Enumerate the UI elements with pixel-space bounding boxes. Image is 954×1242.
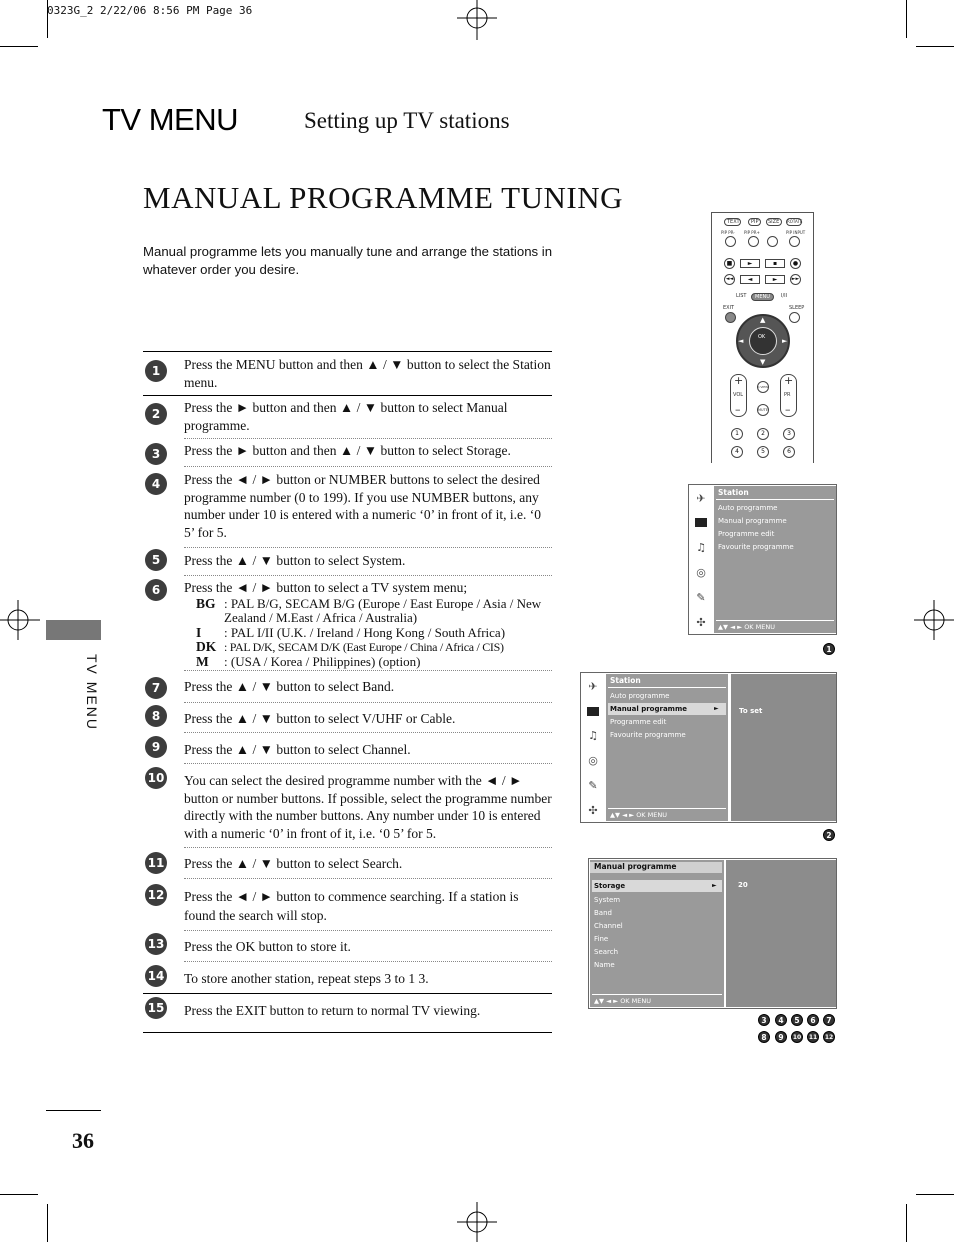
- divider: [184, 847, 552, 848]
- step-text: Press the ► button and then ▲ / ▼ button to select Storage.: [184, 443, 511, 458]
- crop-mark: [47, 1204, 48, 1242]
- station-icon: ✈: [696, 491, 706, 505]
- crop-mark: [916, 46, 954, 47]
- tv-system-row: [196, 626, 552, 641]
- tv-system-key: DK: [196, 639, 217, 654]
- picture-icon: [587, 707, 599, 716]
- page-title: MANUAL PROGRAMME TUNING: [143, 180, 623, 215]
- step-badge: 11: [807, 1031, 819, 1043]
- remote-label: MUTE: [758, 408, 768, 412]
- step-number: 14: [145, 965, 167, 987]
- remote-label: PIP PR-: [721, 230, 735, 235]
- step-text: Press the MENU button and then ▲ / ▼ button to select the Station menu.: [184, 357, 551, 390]
- osd-selected-item: Manual programme: [610, 705, 688, 713]
- page-number: 36: [72, 1128, 94, 1153]
- exit-button: [725, 312, 736, 323]
- step-text: Press the EXIT button to return to normal TV viewing.: [184, 1003, 481, 1018]
- step-number: 7: [145, 677, 167, 699]
- remote-label: I/II: [781, 293, 788, 299]
- divider: [184, 547, 552, 548]
- osd-header: Station: [610, 676, 641, 685]
- pip-input-button: [789, 236, 800, 247]
- step-badge: 8: [758, 1031, 770, 1043]
- step-number: 12: [145, 884, 167, 906]
- divider: [184, 575, 552, 576]
- swap-button: [767, 236, 778, 247]
- divider: [143, 351, 552, 352]
- crop-mark: [916, 1194, 954, 1195]
- remote-label: SIZE: [768, 219, 780, 225]
- step-text: Press the ◄ / ► button or NUMBER buttons to select the desired programme number (0 to 199). If you use NUMBER buttons, any number under 10 is entered with a numeric ‘0’ in front of it, i.e. ‘0 5’ for 5.: [184, 472, 542, 540]
- tv-menu-title: TV MENU: [102, 102, 238, 137]
- intro-text: Manual programme lets you manually tune and arrange the stations in whatever order you desire.: [143, 244, 553, 277]
- number-6-button: 6: [783, 446, 795, 458]
- divider: [184, 961, 552, 962]
- osd-menu-item: Auto programme: [610, 692, 670, 700]
- number-1-button: 1: [731, 428, 743, 440]
- number-5-button: 5: [757, 446, 769, 458]
- pip-pr-minus-button: [725, 236, 736, 247]
- divider: [184, 732, 552, 733]
- number-2-button: 2: [757, 428, 769, 440]
- remote-label: SLEEP: [789, 305, 805, 311]
- sound-icon: ♫: [696, 540, 706, 554]
- step-number: 3: [145, 443, 167, 465]
- osd-divider: [716, 620, 834, 621]
- right-arrow-icon: ►: [782, 337, 788, 345]
- tv-system-row: [196, 655, 552, 670]
- screen-badge: 1: [823, 643, 835, 655]
- remote-label: VOL: [733, 392, 744, 398]
- osd-submenu-panel: [731, 674, 836, 821]
- osd-menu-item: System: [594, 896, 621, 904]
- step-number: 9: [145, 736, 167, 758]
- step-number: 13: [145, 933, 167, 955]
- back-icon: ◄: [740, 275, 760, 284]
- divider: [184, 670, 552, 671]
- stop-icon: ■: [724, 258, 735, 269]
- step-badge: 4: [775, 1014, 787, 1026]
- osd-menu-item: Auto programme: [718, 504, 778, 512]
- time-icon: ◎: [696, 565, 706, 579]
- osd-footer: ▲▼ ◄ ► OK MENU: [594, 997, 651, 1005]
- remote-label: TEXT: [727, 219, 740, 225]
- forward-icon: ►: [765, 275, 785, 284]
- remote-label: OK: [758, 334, 766, 340]
- step-text: Press the ▲ / ▼ button to select System.: [184, 553, 406, 568]
- osd-selected-item: Storage: [594, 882, 626, 890]
- osd-header: Station: [718, 488, 749, 497]
- divider: [184, 930, 552, 931]
- side-tab: [46, 620, 101, 640]
- osd-menu-panel: [606, 674, 728, 821]
- number-3-button: 3: [783, 428, 795, 440]
- osd-menu-item: Search: [594, 948, 619, 956]
- step-number: 1: [145, 360, 167, 382]
- osd-menu-item: Name: [594, 961, 615, 969]
- up-arrow-icon: ▲: [760, 316, 766, 324]
- divider: [184, 702, 552, 703]
- right-arrow-icon: ►: [712, 882, 717, 889]
- down-arrow-icon: ▼: [760, 358, 766, 366]
- special-icon: ✎: [588, 778, 598, 792]
- osd-divider: [608, 808, 726, 809]
- step-badge: 6: [807, 1014, 819, 1026]
- remote-label: PIP PR+: [744, 230, 760, 235]
- registration-mark-icon: [457, 0, 497, 40]
- divider: [184, 878, 552, 879]
- step-text: Press the ▲ / ▼ button to select Search.: [184, 856, 403, 871]
- osd-menu-item: Channel: [594, 922, 623, 930]
- time-icon: ◎: [588, 753, 598, 767]
- rewind-icon: ◄◄: [724, 274, 735, 285]
- divider: [184, 466, 552, 467]
- sleep-button: [789, 312, 800, 323]
- remote-label: PIP INPUT: [786, 230, 806, 235]
- fast-forward-icon: ►►: [790, 274, 801, 285]
- osd-divider: [592, 994, 722, 995]
- osd-screen-manual-programme: [588, 858, 837, 1009]
- osd-divider: [608, 687, 726, 688]
- registration-mark-icon: [914, 600, 954, 640]
- page-number-rule: [46, 1110, 101, 1111]
- tv-system-desc: : PAL B/G, SECAM B/G (Europe / East Europe / Asia / New Zealand / M.East / Africa / Australia): [224, 595, 542, 625]
- step-text: To store another station, repeat steps 3 to 1 3.: [184, 971, 429, 986]
- osd-menu-item: Fine: [594, 935, 609, 943]
- step-text: Press the ▲ / ▼ button to select V/UHF or Cable.: [184, 711, 456, 726]
- section-title: Setting up TV stations: [304, 108, 510, 133]
- step-number: 10: [145, 767, 167, 789]
- registration-mark-icon: [457, 1202, 497, 1242]
- osd-icon-column: [690, 486, 712, 633]
- remote-control-illustration: [711, 212, 814, 463]
- osd-footer: ▲▼ ◄ ► OK MENU: [610, 811, 667, 819]
- crop-mark: [906, 1204, 907, 1242]
- osd-menu-item: Favourite programme: [610, 731, 686, 739]
- play-icon: ►: [740, 259, 760, 268]
- step-6-intro: Press the ◄ / ► button to select a TV system menu;: [184, 580, 468, 595]
- osd-menu-panel: [590, 860, 724, 1007]
- step-badge: 3: [758, 1014, 770, 1026]
- step-text: Press the OK button to store it.: [184, 939, 351, 954]
- picture-icon: [695, 518, 707, 527]
- divider: [184, 438, 552, 439]
- special-icon: ✎: [696, 590, 706, 604]
- side-label: TV MENU: [84, 654, 100, 731]
- osd-icon-column: [582, 674, 604, 821]
- osd-value-panel: [726, 860, 836, 1007]
- osd-menu-item: Band: [594, 909, 612, 917]
- screen-badge: 2: [823, 829, 835, 841]
- divider: [184, 763, 552, 764]
- tv-system-row: [196, 597, 552, 626]
- crop-mark: [0, 46, 38, 47]
- step-text: [184, 579, 552, 669]
- tv-system-key: M: [196, 653, 209, 669]
- storage-value: 20: [738, 881, 748, 889]
- remote-label: Q.VIEW: [757, 385, 769, 389]
- step-badge: 5: [791, 1014, 803, 1026]
- step-text: Press the ◄ / ► button to commence searching. If a station is found the search will stop.: [184, 889, 519, 923]
- tv-system-key: I: [196, 624, 202, 640]
- crop-mark: [0, 1194, 38, 1195]
- plus-icon: +: [734, 374, 744, 387]
- divider: [143, 395, 552, 396]
- divider: [143, 993, 552, 994]
- tv-system-list: [184, 597, 552, 670]
- step-number: 8: [145, 705, 167, 727]
- divider: [143, 1032, 552, 1033]
- pip-pr-plus-button: [748, 236, 759, 247]
- remote-label: PIP: [751, 219, 759, 225]
- osd-header: Manual programme: [590, 862, 722, 873]
- tv-system-desc: : PAL I/II (U.K. / Ireland / Hong Kong / South Africa): [224, 624, 506, 640]
- step-number: 11: [145, 852, 167, 874]
- step-number: 5: [145, 549, 167, 571]
- step-text: You can select the desired programme number with the ◄ / ► button or number buttons. If possible, select the programme number directly with the number buttons. Any number under 10 is entered with a numeric ‘0’ in front of it, i.e. ‘0 5’ for 5.: [184, 773, 552, 841]
- print-header: 0323G_2 2/22/06 8:56 PM Page 36: [47, 4, 253, 17]
- step-number: 6: [145, 579, 167, 601]
- step-number: 2: [145, 403, 167, 425]
- right-arrow-icon: ►: [714, 705, 719, 712]
- step-badge: 10: [791, 1031, 803, 1043]
- remote-label: MENU: [755, 294, 770, 300]
- registration-mark-icon: [0, 600, 40, 640]
- minus-icon: –: [735, 403, 741, 416]
- step-badge: 7: [823, 1014, 835, 1026]
- tv-system-row: [196, 640, 552, 655]
- step-number: 4: [145, 473, 167, 495]
- screen-icon: ✣: [696, 615, 706, 629]
- station-icon: ✈: [588, 679, 598, 693]
- ok-button: [749, 327, 777, 355]
- tv-system-desc: : (USA / Korea / Philippines) (option): [224, 653, 421, 669]
- tv-system-key: BG: [196, 595, 216, 611]
- step-text: Press the ► button and then ▲ / ▼ button to select Manual programme.: [184, 400, 508, 433]
- step-number: 15: [145, 997, 167, 1019]
- number-4-button: 4: [731, 446, 743, 458]
- osd-menu-panel: [714, 486, 836, 633]
- record-icon: ●: [790, 258, 801, 269]
- remote-label: ROTATE: [787, 219, 803, 224]
- osd-menu-item: Programme edit: [718, 530, 775, 538]
- crop-mark: [906, 0, 907, 38]
- remote-label: EXIT: [723, 305, 735, 311]
- osd-screen-manual-programme-select: [580, 672, 837, 823]
- pause-icon: ▪: [765, 259, 785, 268]
- remote-label: LIST: [736, 293, 747, 299]
- osd-divider: [716, 499, 834, 500]
- osd-menu-item: Manual programme: [718, 517, 787, 525]
- osd-footer: ▲▼ ◄ ► OK MENU: [718, 623, 775, 631]
- left-arrow-icon: ◄: [738, 337, 744, 345]
- step-text: Press the ▲ / ▼ button to select Band.: [184, 679, 395, 694]
- remote-label: PR: [784, 392, 791, 398]
- osd-menu-item: Favourite programme: [718, 543, 794, 551]
- step-text: Press the ▲ / ▼ button to select Channel.: [184, 742, 411, 757]
- sound-icon: ♫: [588, 728, 598, 742]
- tv-system-desc: : PAL D/K, SECAM D/K (East Europe / China / Africa / CIS): [224, 640, 504, 654]
- step-badge: 9: [775, 1031, 787, 1043]
- step-badge: 12: [823, 1031, 835, 1043]
- screen-icon: ✣: [588, 803, 598, 817]
- osd-menu-item: Programme edit: [610, 718, 667, 726]
- osd-screen-station-menu: [688, 484, 837, 635]
- plus-icon: +: [784, 374, 794, 387]
- minus-icon: –: [785, 403, 791, 416]
- osd-hint: To set: [739, 707, 763, 715]
